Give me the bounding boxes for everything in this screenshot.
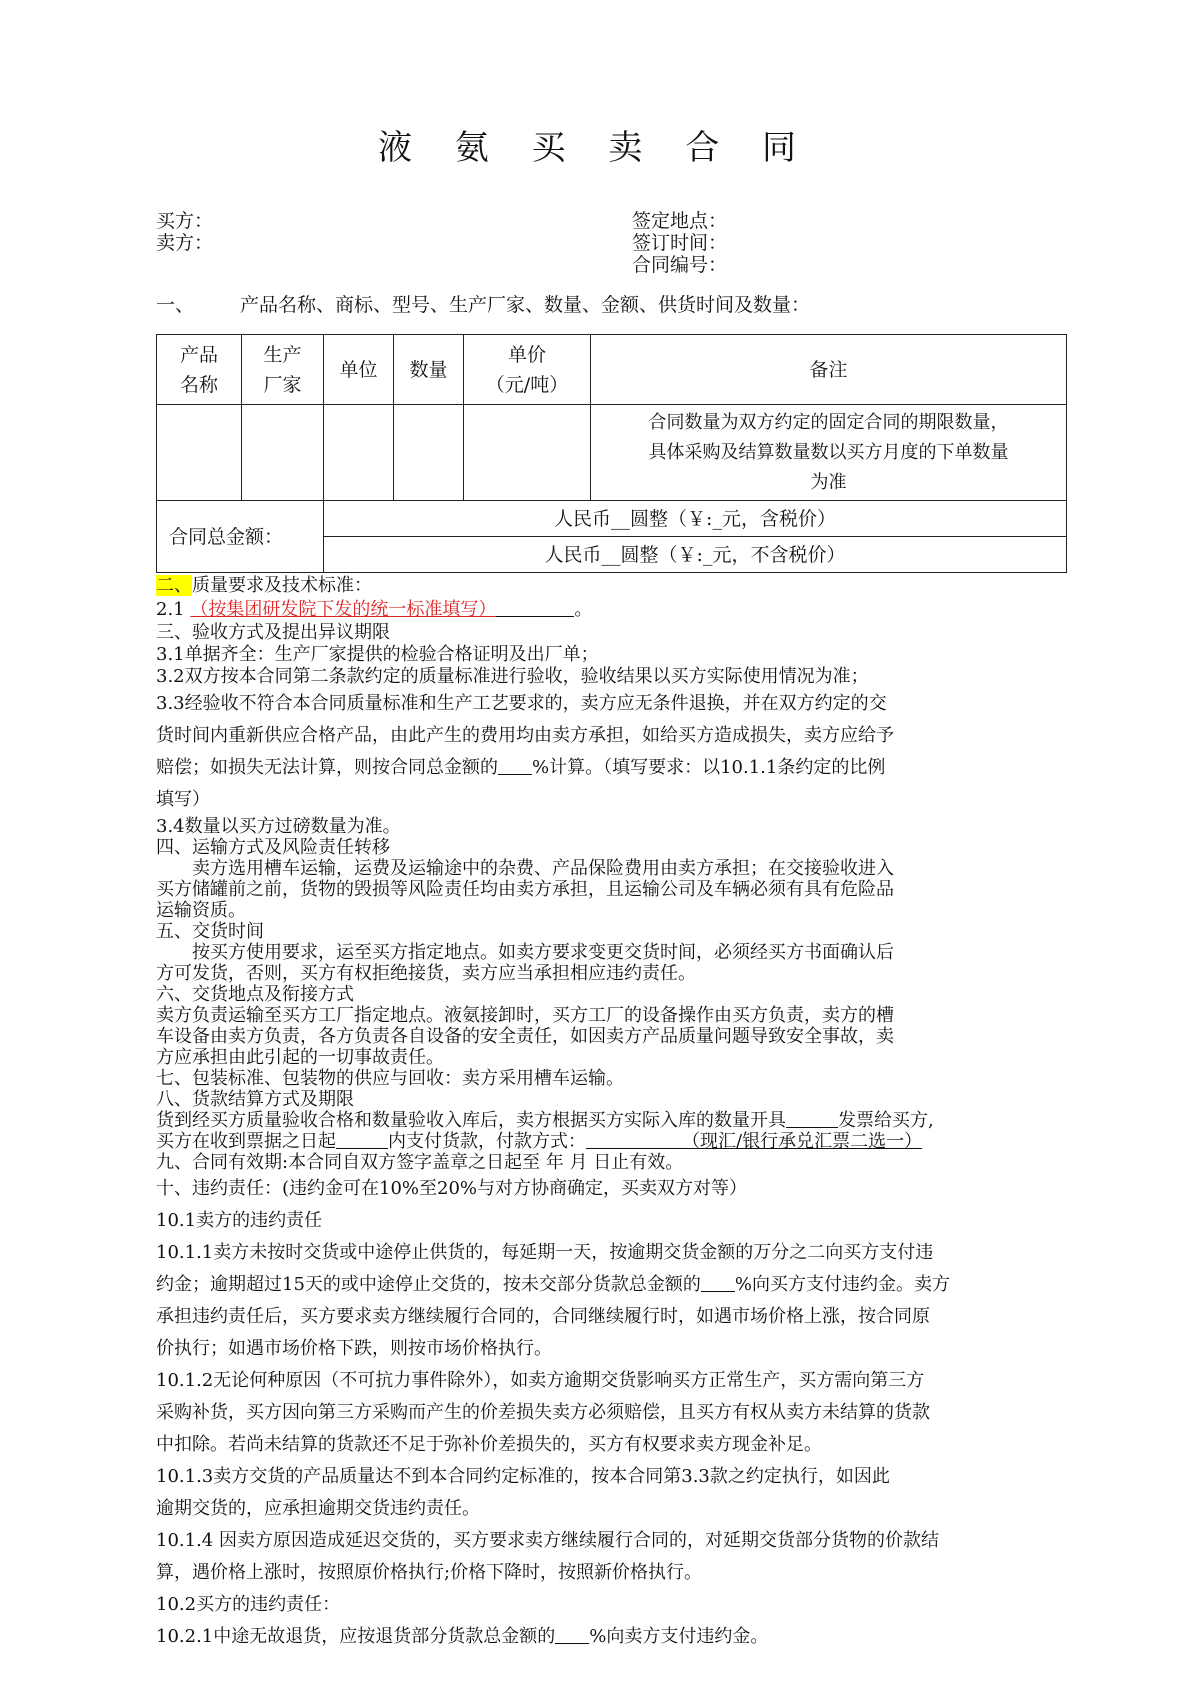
- clause-10-2-1-text: 10.2.1中途无故退货，应按退货部分货款总金额的: [156, 1626, 556, 1647]
- section-8-text: 货到经买方质量验收合格和数量验收入库后，卖方根据买方实际入库的数量开具: [156, 1110, 786, 1131]
- payment-method-options: （现汇/银行承兑汇票二选一）: [682, 1131, 923, 1152]
- product-table: [156, 334, 1067, 573]
- fill-blank: [786, 1111, 838, 1128]
- table-row: [157, 405, 1067, 501]
- cell-unit: [324, 405, 394, 501]
- clause-3-4: 3.4数量以买方过磅数量为准。: [156, 816, 401, 837]
- contract-no-label: 合同编号：: [632, 254, 728, 276]
- col-unit-price: 单价 （元/吨）: [464, 335, 591, 405]
- seller-label: 卖方：: [156, 232, 214, 254]
- clause-3-3-text: 赔偿；如损失无法计算，则按合同总金额的: [156, 757, 498, 778]
- section-10-heading: 十、违约责任：(违约金可在10%至20%与对方协商确定，买卖双方对等）: [156, 1178, 748, 1199]
- section-3-heading: 三、验收方式及提出异议期限: [156, 622, 390, 643]
- section-2-heading: [156, 574, 1066, 598]
- contract-body: [156, 574, 1066, 1653]
- clause-10-1-1-line3: 承担违约责任后，买方要求卖方继续履行合同的，合同继续履行时，如遇市场价格上涨，按合同原: [156, 1306, 930, 1327]
- clause-10-1-3-line2: 逾期交货的，应承担逾期交货违约责任。: [156, 1498, 480, 1519]
- section-1-number: 一、: [156, 294, 195, 316]
- cell-quantity: [394, 405, 464, 501]
- clause-3-1: 3.1单据齐全：生产厂家提供的检验合格证明及出厂单；: [156, 644, 599, 665]
- clause-10-1-heading: 10.1卖方的违约责任: [156, 1210, 323, 1231]
- clause-3-3-line1: 3.3经验收不符合本合同质量标准和生产工艺要求的，卖方应无条件退换，并在双方约定的交: [156, 693, 887, 714]
- clause-2-1-number: 2.1: [156, 599, 185, 620]
- section-4-line1: 卖方选用槽车运输，运费及运输途中的杂费、产品保险费用由卖方承担；在交接验收进入: [192, 858, 894, 879]
- section-8-text-cont: 发票给买方,: [838, 1110, 934, 1131]
- clause-3-2: 3.2双方按本合同第二条款约定的质量标准进行验收，验收结果以买方实际使用情况为准；: [156, 666, 869, 687]
- clause-10-1-1-line1: 10.1.1卖方未按时交货或中途停止供货的，每延期一天，按逾期交货金额的万分之二向买方支付违: [156, 1242, 934, 1263]
- clause-10-1-1-text: 约金；逾期超过15天的或中途停止交货的，按未交部分货款总金额的: [156, 1274, 701, 1295]
- cell-remarks: 合同数量为双方约定的固定合同的期限数量， 具体采购及结算数量数以买方月度的下单数量 为准: [591, 405, 1067, 501]
- document-title: 液 氨 买 卖 合 同: [377, 128, 813, 168]
- clause-10-2-1-text-cont: %向卖方支付违约金。: [589, 1626, 769, 1647]
- section-8-text: 买方在收到票据之日起: [156, 1131, 336, 1152]
- total-row-tax-incl: [157, 501, 1067, 537]
- clause-10-1-2-line1: 10.1.2无论何种原因（不可抗力事件除外），如卖方逾期交货影响买方正常生产，买方需向第三方: [156, 1370, 925, 1391]
- buyer-label: 买方：: [156, 210, 214, 232]
- cell-unit-price: [464, 405, 591, 501]
- clause-10-1-4-line1: 10.1.4 因卖方原因造成延迟交货的，买方要求卖方继续履行合同的，对延期交货部分货物的价款结: [156, 1530, 939, 1551]
- clause-3-3-line3: [156, 752, 1066, 784]
- section-6-line2: 车设备由卖方负责，各方负责各自设备的安全责任，如因卖方产品质量问题导致安全事故，卖: [156, 1026, 894, 1047]
- clause-2-1-end: 。: [574, 599, 593, 620]
- clause-10-1-2-line3: 中扣除。若尚未结算的货款还不足于弥补价差损失的，买方有权要求卖方现金补足。: [156, 1434, 822, 1455]
- section-4-heading: 四、运输方式及风险责任转移: [156, 837, 390, 858]
- clause-10-1-1-line2: [156, 1269, 1066, 1301]
- section-4-line2: 买方储罐前之前，货物的毁损等风险责任均由卖方承担，且运输公司及车辆必须有具有危险品: [156, 879, 894, 900]
- table-header-row: [157, 335, 1067, 405]
- cell-product-name: [157, 405, 242, 501]
- col-remarks: 备注: [591, 335, 1067, 405]
- col-product-name: 产品 名称: [157, 335, 242, 405]
- quality-standard-fill: （按集团研发院下发的统一标准填写）: [190, 599, 497, 620]
- sign-place-label: 签定地点：: [632, 210, 728, 232]
- section-7: 七、包装标准、包装物的供应与回收：卖方采用槽车运输。: [156, 1068, 624, 1089]
- section-5-line1: 按买方使用要求，运至买方指定地点。如卖方要求变更交货时间，必须经买方书面确认后: [192, 942, 894, 963]
- section-5-heading: 五、交货时间: [156, 921, 264, 942]
- section-2-number: 二、: [156, 575, 192, 596]
- fill-blank: [498, 758, 532, 775]
- section-1-heading: [156, 290, 810, 317]
- cell-manufacturer: [242, 405, 324, 501]
- section-8-heading: 八、货款结算方式及期限: [156, 1089, 354, 1110]
- total-amount-label: 合同总金额：: [157, 501, 324, 573]
- section-6-line1: 卖方负责运输至买方工厂指定地点。液氨接卸时，买方工厂的设备操作由买方负责，卖方的槽: [156, 1005, 894, 1026]
- fill-blank: [701, 1275, 735, 1292]
- section-8-line1: [156, 1110, 1066, 1131]
- section-6-line3: 方应承担由此引起的一切事故责任。: [156, 1047, 444, 1068]
- clause-3-3-text-cont: %计算。（填写要求：以10.1.1条约定的比例: [532, 757, 886, 778]
- sign-time-label: 签订时间：: [632, 232, 728, 254]
- clause-10-1-1-text-cont: %向买方支付违约金。卖方: [734, 1274, 951, 1295]
- clause-10-1-4-line2: 算，遇价格上涨时，按照原价格执行;价格下降时，按照新价格执行。: [156, 1562, 703, 1583]
- section-1-text: 产品名称、商标、型号、生产厂家、数量、金额、供货时间及数量：: [240, 294, 811, 316]
- section-4-line3: 运输资质。: [156, 900, 246, 921]
- section-2-title: 质量要求及技术标准：: [192, 575, 372, 596]
- clause-10-2-heading: 10.2买方的违约责任：: [156, 1594, 341, 1615]
- clause-10-1-1-line4: 价执行；如遇市场价格下跌，则按市场价格执行。: [156, 1338, 552, 1359]
- fill-blank: [555, 1627, 589, 1644]
- col-quantity: 数量: [394, 335, 464, 405]
- col-manufacturer: 生产 厂家: [242, 335, 324, 405]
- clause-10-1-2-line2: 采购补货，买方因向第三方采购而产生的价差损失卖方必须赔偿，且买方有权从卖方未结算的货款: [156, 1402, 930, 1423]
- fill-blank: [496, 600, 574, 617]
- clause-3-3-line4: 填写）: [156, 789, 210, 810]
- clause-2-1: [156, 598, 1066, 622]
- clause-10-2-1: [156, 1621, 1066, 1653]
- section-8-line2: [156, 1131, 1066, 1152]
- fill-blank: [336, 1132, 388, 1149]
- section-8-text-cont: 内支付货款，付款方式：: [388, 1131, 586, 1152]
- total-tax-excl: 人民币__圆整（￥:_元，不含税价）: [324, 537, 1067, 573]
- section-6-heading: 六、交货地点及衔接方式: [156, 984, 354, 1005]
- total-tax-incl: 人民币__圆整（￥:_元，含税价）: [324, 501, 1067, 537]
- clause-3-3-line2: 货时间内重新供应合格产品，由此产生的费用均由卖方承担，如给买方造成损失，卖方应给予: [156, 725, 894, 746]
- section-9: 九、合同有效期:本合同自双方签字盖章之日起至 年 月 日止有效。: [156, 1152, 684, 1173]
- section-5-line2: 方可发货，否则，买方有权拒绝接货，卖方应当承担相应违约责任。: [156, 963, 696, 984]
- clause-10-1-3-line1: 10.1.3卖方交货的产品质量达不到本合同约定标准的，按本合同第3.3款之约定执行，如因此: [156, 1466, 890, 1487]
- col-unit: 单位: [324, 335, 394, 405]
- fill-blank: [586, 1132, 682, 1149]
